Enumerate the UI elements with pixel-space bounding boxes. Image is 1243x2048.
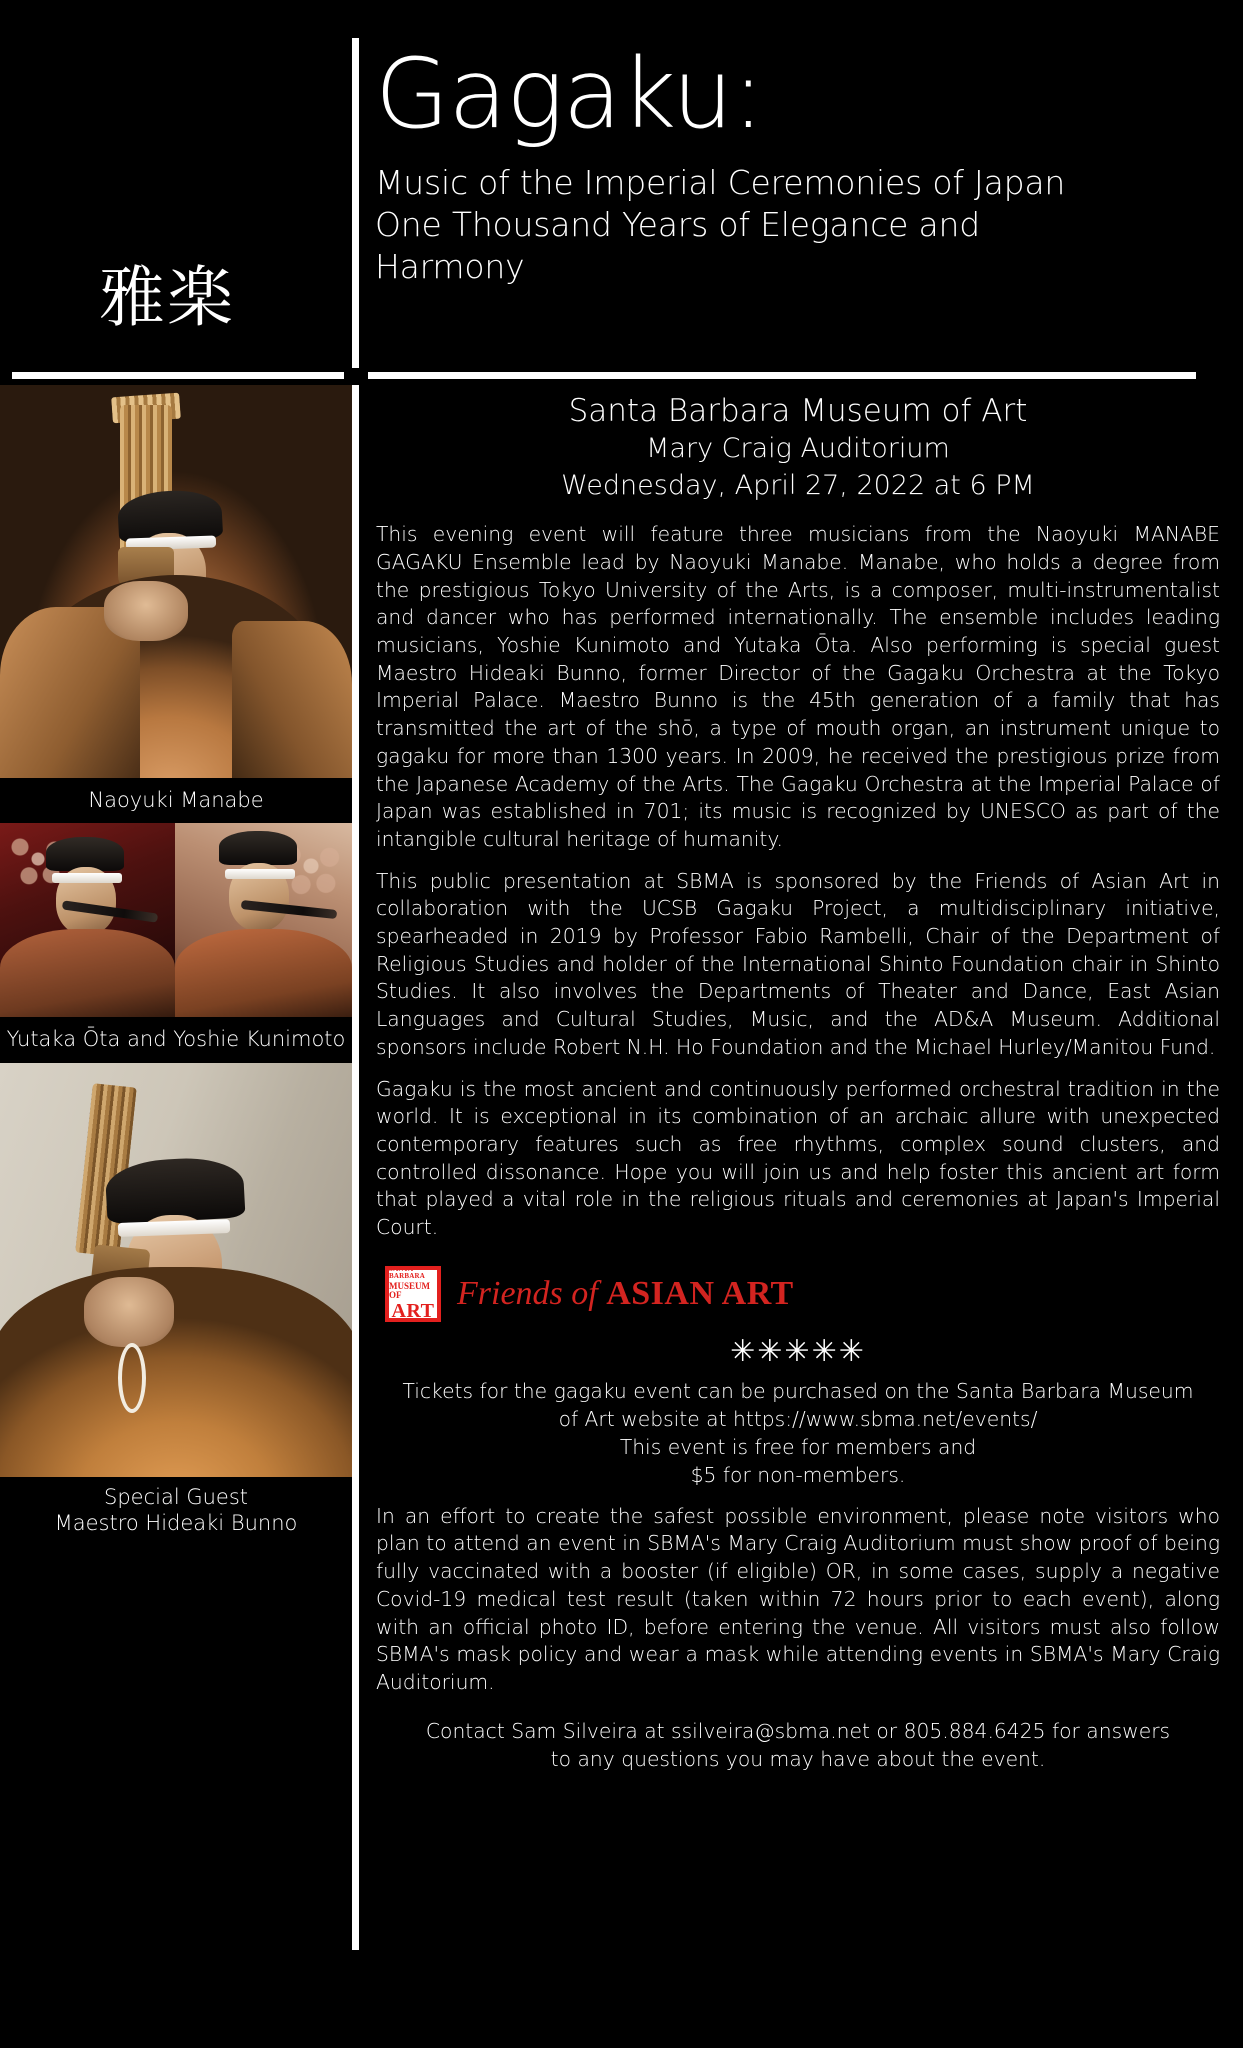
- photo-caption-1: Naoyuki Manabe: [0, 778, 352, 823]
- covid-policy-paragraph: In an effort to create the safest possible environment, please note visitors who plan to attend an event in SBMA's Mary Craig Auditorium must show proof of being fully vaccinated with a booster (if eligible) OR, in some cases, supply a negative Covid-19 medical test result (taken within 72 hours prior to each event), along with an official photo ID, before entering the venue. All visitors must also follow SBMA's mask policy and wear a mask while attending events in SBMA's Mary Craig Auditorium.: [376, 1503, 1220, 1694]
- photo-1-right-sleeve: [232, 621, 352, 778]
- photo-2-right-headband: [225, 869, 295, 879]
- body-paragraph-1: This evening event will feature three musicians from the Naoyuki MANABE GAGAKU Ensemble lead by Naoyuki Manabe. Manabe, who holds a degree from the prestigious Tokyo University of the Arts, is a composer, multi-instrumentalist and dancer who has performed internationally. The ensemble includes leading musicians, Yoshie Kunimoto and Yutaka Ōta. Also performing is special guest Maestro Hideaki Bunno, former Director of the Gagaku Orchestra at the Tokyo Imperial Palace. Maestro Bunno is the 45th generation of a family that has transmitted the art of the shō, a type of mouth organ, an instrument unique to gagaku for more than 1300 years. In 2009, he received the prestigious prize from the Japanese Academy of the Arts. The Gagaku Orchestra at the Imperial Palace of Japan was established in 701; its music is recognized by UNESCO as part of the intangible cultural heritage of humanity.: [376, 522, 1220, 851]
- subtitle-line-3: Harmony: [375, 247, 525, 287]
- title-block: [375, 38, 1219, 289]
- venue-block: [375, 385, 1221, 504]
- star-divider-icon: ✳✳✳✳✳: [730, 1333, 866, 1369]
- poster-body: [0, 385, 1243, 2048]
- venue-museum-name: Santa Barbara Museum of Art: [568, 393, 1028, 429]
- poster-subtitle: [375, 162, 1219, 289]
- friends-of-asian-art-wordmark: [457, 1274, 794, 1312]
- ticket-info: [375, 1377, 1221, 1489]
- photo-2-right-robe: [175, 929, 352, 1017]
- venue-auditorium: Mary Craig Auditorium: [646, 433, 950, 465]
- sbma-logo-icon: [385, 1266, 441, 1322]
- body-paragraph-3: Gagaku is the most ancient and continuously performed orchestral tradition in the world. It is exceptional in its combination of an archaic allure with unexpected contemporary features such as free rhythms, complex sound clusters, and controlled dissonance. Hope you will join us and help foster this ancient art form that played a vital role in the religious rituals and ceremonies at Japan's Imperial Court.: [376, 1076, 1220, 1240]
- photo-ota-kunimoto: [0, 823, 352, 1017]
- subtitle-line-1: Music of the Imperial Ceremonies of Japan: [375, 162, 1066, 202]
- photo-2-left-hat: [46, 837, 124, 871]
- photo-caption-3: [0, 1477, 352, 1549]
- photo-3-robe-cord: [118, 1343, 146, 1413]
- text-column: [375, 385, 1221, 2048]
- page-title: Gagaku:: [375, 38, 764, 150]
- photo-naoyuki-manabe: [0, 385, 352, 778]
- header-vertical-divider: [352, 38, 359, 368]
- photo-3-robe: [0, 1267, 352, 1477]
- ticket-line-4: $5 for non-members.: [690, 1462, 906, 1487]
- contact-line-2: to any questions you may have about the event.: [550, 1746, 1046, 1771]
- sbma-logo-line-3: ART: [391, 1300, 435, 1323]
- wordmark-friends-of: Friends of: [457, 1274, 607, 1312]
- venue-datetime: Wednesday, April 27, 2022 at 6 PM: [561, 469, 1035, 501]
- wordmark-asian-art: ASIAN ART: [606, 1274, 794, 1312]
- photo-2-left-robe: [0, 929, 175, 1017]
- friends-of-asian-art-logo: [375, 1266, 1221, 1322]
- photo-column: [0, 385, 352, 2048]
- gagaku-kanji: 雅楽: [99, 259, 235, 336]
- photo-3-hands: [84, 1277, 174, 1347]
- poster-header: [0, 0, 1243, 378]
- ticket-line-2: of Art website at https://www.sbma.net/events/: [558, 1406, 1038, 1431]
- ticket-line-3: This event is free for members and: [619, 1434, 977, 1459]
- photo-1-hands: [104, 581, 188, 641]
- photo-2-left-headband: [52, 873, 122, 883]
- photo-2-right-half: [175, 823, 352, 1017]
- photo-caption-3-line-2: Maestro Hideaki Bunno: [54, 1510, 298, 1535]
- photo-2-left-half: [0, 823, 175, 1017]
- ticket-line-1: Tickets for the gagaku event can be purchased on the Santa Barbara Museum: [402, 1378, 1194, 1403]
- header-rule-right: [368, 372, 1196, 379]
- sbma-logo-line-2: MUSEUM OF: [389, 1281, 430, 1301]
- photo-caption-2: Yutaka Ōta and Yoshie Kunimoto: [0, 1017, 352, 1062]
- contact-line-1: Contact Sam Silveira at ssilveira@sbma.net or 805.884.6425 for answers: [425, 1718, 1171, 1743]
- header-rule-left: [12, 372, 344, 379]
- subtitle-line-2: One Thousand Years of Elegance and: [375, 205, 980, 245]
- body-paragraph-2: This public presentation at SBMA is sponsored by the Friends of Asian Art in collaboration with the UCSB Gagaku Project, a multidisciplinary initiative, spearheaded in 2019 by Professor Fabio Rambelli, Chair of the Department of Religious Studies and holder of the International Shinto Foundation chair in Shinto Studies. It also involves the Departments of Theater and Dance, East Asian Languages and Cultural Studies, Music, and the AD&A Museum. Additional sponsors include Robert N.H. Ho Foundation and the Michael Hurley/Manitou Fund.: [376, 868, 1220, 1059]
- contact-block: [375, 1717, 1221, 1773]
- sbma-logo-line-1: SANTA BARBARA: [389, 1265, 426, 1281]
- column-divider: [352, 385, 359, 1950]
- photo-hideaki-bunno: [0, 1063, 352, 1477]
- photo-2-right-hat: [219, 831, 297, 865]
- photo-caption-3-line-1: Special Guest: [103, 1484, 249, 1509]
